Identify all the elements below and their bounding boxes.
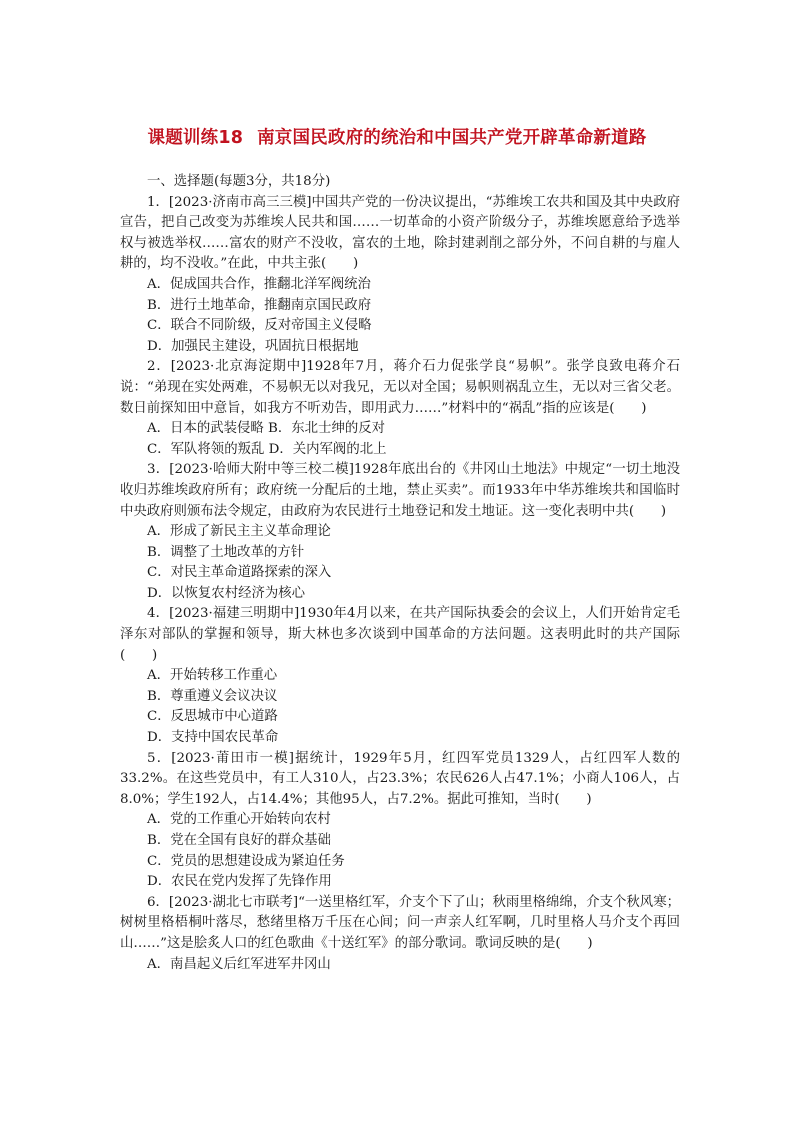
question-3 — [120, 460, 680, 604]
question-stem: 3．[2023·哈师大附中等三校二模]1928年底出台的《井冈山土地法》中规定“一切土地没收归苏维埃政府所有；政府统一分配后的土地，禁止买卖”。而1933年中华苏维埃共和国临时中央政府则颁布法令规定，由政府为农民进行土地登记和发土地证。这一变化表明中共( ) — [120, 462, 680, 519]
option-a: A．形成了新民主主义革命理论 — [147, 524, 331, 540]
option-ab: A．日本的武装侵略 B．东北士绅的反对 — [147, 421, 386, 437]
question-4 — [120, 604, 680, 748]
option-d: D．农民在党内发挥了先锋作用 — [147, 874, 332, 890]
option-b: B．党在全国有良好的群众基础 — [147, 833, 331, 848]
option-d: D．加强民主建设，巩固抗日根据地 — [147, 338, 359, 354]
title-main: 南京国民政府的统治和中国共产党开辟革命新道路 — [257, 128, 647, 148]
option-d: D．支持中国农民革命 — [147, 730, 279, 746]
option-c: C．反思城市中心道路 — [147, 709, 278, 725]
option-d: D．以恢复农村经济为核心 — [147, 585, 306, 601]
option-b: B．尊重遵义会议决议 — [147, 688, 278, 704]
question-stem: 2．[2023·北京海淀期中]1928年7月，蒋介石力促张学良“易帜”。张学良致电蒋介石说：“弟现在实处两难，不易帜无以对我兄，无以对全国；易帜则祸乱立生，无以对三省父老。数日前探知田中意旨，如我方不听劝告，即用武力……”材料中的“祸乱”指的应该是( ) — [120, 359, 680, 416]
question-stem: 1．[2023·济南市高三三模]中国共产党的一份决议提出，“苏维埃工农共和国及其中央政府宣告，把自己改变为苏维埃人民共和国……一切革命的小资产阶级分子，苏维埃愿意给予选举权与被选举权……富农的财产不没收，富农的土地，除封建剥削之部分外，不问自耕的与雇人耕的，均不没收。”在此，中共主张( ) — [120, 194, 680, 272]
option-c: C．联合不同阶级，反对帝国主义侵略 — [147, 318, 372, 334]
option-b: B．进行土地革命，推翻南京国民政府 — [147, 297, 372, 313]
question-stem: 6．[2023·湖北七市联考]“一送里格红军，介支个下了山；秋雨里格绵绵，介支个秋风寒；树树里格梧桐叶落尽，愁绪里格万千压在心间；问一声亲人红军啊，几时里格人马介支个再回山……”这是脍炙人口的红色歌曲《十送红军》的部分歌词。歌词反映的是( ) — [120, 894, 680, 951]
title-prefix: 课题训练18 — [147, 128, 244, 148]
page-title — [0, 124, 794, 149]
option-a: A．促成国共合作，推翻北洋军阀统治 — [147, 276, 371, 292]
question-5 — [120, 749, 680, 893]
document-body — [120, 172, 680, 975]
question-6 — [120, 893, 680, 975]
question-stem: 5．[2023·莆田市一模]据统计，1929年5月，红四军党员1329人，占红四军人数的33.2%。在这些党员中，有工人310人，占23.3%；农民626人占47.1%；小商人106人，占8.0%；学生192人，占14.4%；其他95人，占7.2%。据此可推知，当时( ) — [120, 750, 680, 807]
question-stem: 4．[2023·福建三明期中]1930年4月以来，在共产国际执委会的会议上，人们开始肯定毛泽东对部队的掌握和领导，斯大林也多次谈到中国革命的方法问题。这表明此时的共产国际( ) — [120, 606, 680, 663]
section-heading: 一、选择题(每题3分，共18分) — [147, 174, 331, 189]
option-a: A．党的工作重心开始转向农村 — [147, 812, 331, 828]
question-1 — [120, 193, 680, 358]
option-c: C．党员的思想建设成为紧迫任务 — [147, 853, 345, 869]
option-cd: C．军队将领的叛乱 D．关内军阀的北上 — [147, 441, 387, 457]
option-a: A．南昌起义后红军进军井冈山 — [147, 956, 331, 972]
option-b: B．调整了土地改革的方针 — [147, 544, 305, 560]
question-2 — [120, 357, 680, 460]
option-a: A．开始转移工作重心 — [147, 668, 278, 684]
option-c: C．对民主革命道路探索的深入 — [147, 565, 332, 581]
